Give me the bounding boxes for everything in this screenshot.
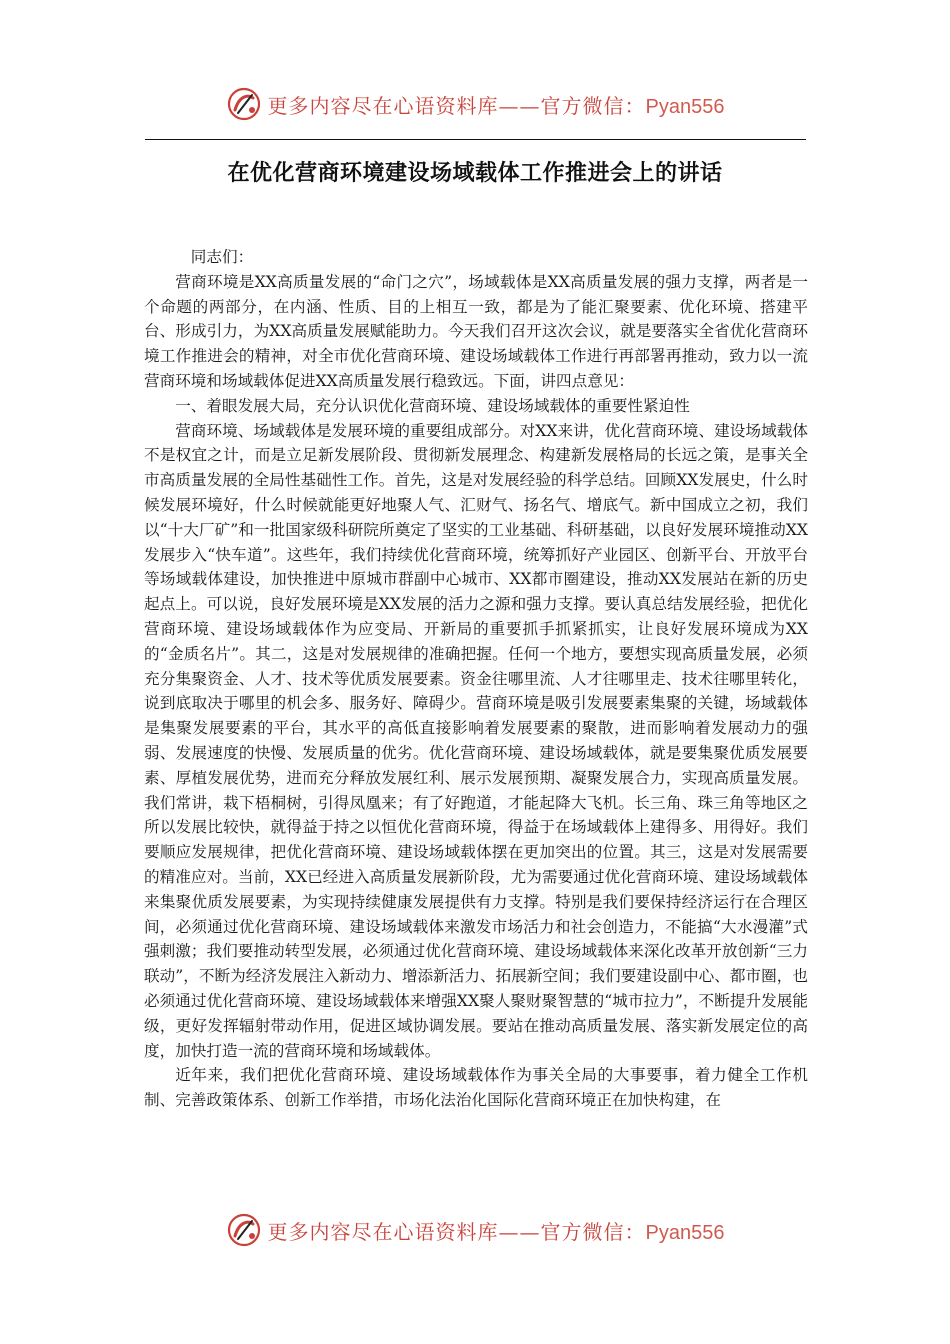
- brand-logo-icon: [226, 86, 262, 122]
- footer-banner-text: [268, 1216, 725, 1245]
- brand-logo-icon: [226, 1212, 262, 1248]
- header-banner-wechat-id: Pyan556: [645, 95, 725, 118]
- header-banner-separator: ——: [498, 93, 541, 118]
- header-banner-text: [268, 90, 725, 119]
- header-divider: [145, 139, 806, 140]
- section-heading-1: 一、着眼发展大局，充分认识优化营商环境、建设场域载体的重要性紧迫性: [175, 396, 690, 415]
- header-banner-slogan: 更多内容尽在心语资料库: [267, 93, 499, 118]
- footer-banner: [0, 1210, 950, 1250]
- footer-banner-wechat-id: Pyan556: [645, 1221, 725, 1244]
- paragraph-recent-years: 近年来，我们把优化营商环境、建设场域载体作为事关全局的大事要事，着力健全工作机制、完善政策体系、创新工作举措，市场化法治化国际化营商环境正在加快构建，在: [144, 1066, 808, 1110]
- footer-banner-separator: ——: [498, 1219, 541, 1244]
- header-banner: [0, 84, 950, 124]
- document-body: [144, 245, 808, 1113]
- paragraph-intro: 营商环境是XX高质量发展的“命门之穴”，场域载体是XX高质量发展的强力支撑，两者是一个命题的两部分，在内涵、性质、目的上相互一致，都是为了能汇聚要素、优化环境、搭建平台、形成引力，为XX高质量发展赋能助力。今天我们召开这次会议，就是要落实全省优化营商环境工作推进会的精神，对全市优化营商环境、建设场域载体工作进行再部署再推动，致力以一流营商环境和场域载体促进XX高质量发展行稳致远。下面，讲四点意见：: [144, 272, 808, 390]
- paragraph-section-1: 营商环境、场域载体是发展环境的重要组成部分。对XX来讲，优化营商环境、建设场域载体不是权宜之计，而是立足新发展阶段、贯彻新发展理念、构建新发展格局的长远之策，是事关全市高质量发展的全局性基础性工作。首先，这是对发展经验的科学总结。回顾XX发展史，什么时候发展环境好，什么时候就能更好地聚人气、汇财气、扬名气、增底气。新中国成立之初，我们以“十大厂矿”和一批国家级科研院所奠定了坚实的工业基础、科研基础，以良好发展环境推动XX发展步入“快车道”。这些年，我们持续优化营商环境，统筹抓好产业园区、创新平台、开放平台等场域载体建设，加快推进中原城市群副中心城市、XX都市圈建设，推动XX发展站在新的历史起点上。可以说，良好发展环境是XX发展的活力之源和强力支撑。要认真总结发展经验，把优化营商环境、建设场域载体作为应变局、开新局的重要抓手抓紧抓实，让良好发展环境成为XX的“金质名片”。其二，这是对发展规律的准确把握。任何一个地方，要想实现高质量发展，必须充分集聚资金、人才、技术等优质发展要素。资金往哪里流、人才往哪里走、技术往哪里转化，说到底取决于哪里的机会多、服务好、障碍少。营商环境是吸引发展要素集聚的关键，场域载体是集聚发展要素的平台，其水平的高低直接影响着发展要素的聚散，进而影响着发展动力的强弱、发展速度的快慢、发展质量的优劣。优化营商环境、建设场域载体，就是要集聚优质发展要素、厚植发展优势，进而充分释放发展红利、展示发展预期、凝聚发展合力，实现高质量发展。我们常讲，栽下梧桐树，引得凤凰来；有了好跑道，才能起降大飞机。长三角、珠三角等地区之所以发展比较快，就得益于持之以恒优化营商环境，得益于在场域载体上建得多、用得好。我们要顺应发展规律，把优化营商环境、建设场域载体摆在更加突出的位置。其三，这是对发展需要的精准应对。当前，XX已经进入高质量发展新阶段，尤为需要通过优化营商环境、建设场域载体来集聚优质发展要素，为实现持续健康发展提供有力支撑。特别是我们要保持经济运行在合理区间，必须通过优化营商环境、建设场域载体来激发市场活力和社会创造力，不能搞“大水漫灌”式强刺激；我们要推动转型发展，必须通过优化营商环境、建设场域载体来深化改革开放创新“三力联动”，不断为经济发展注入新动力、增添新活力、拓展新空间；我们要建设副中心、都市圈，也必须通过优化营商环境、建设场域载体来增强XX聚人聚财聚智慧的“城市拉力”，不断提升发展能级，更好发挥辐射带动作用，促进区域协调发展。要站在推动高质量发展、落实新发展定位的高度，加快打造一流的营商环境和场域载体。: [144, 421, 808, 1060]
- paragraph-greeting: 同志们：: [190, 248, 254, 266]
- document-title: 在优化营商环境建设场域载体工作推进会上的讲话: [227, 161, 723, 186]
- footer-banner-slogan: 更多内容尽在心语资料库: [267, 1219, 499, 1244]
- header-banner-wechat-label: 官方微信：: [540, 93, 646, 118]
- footer-banner-wechat-label: 官方微信：: [540, 1219, 646, 1244]
